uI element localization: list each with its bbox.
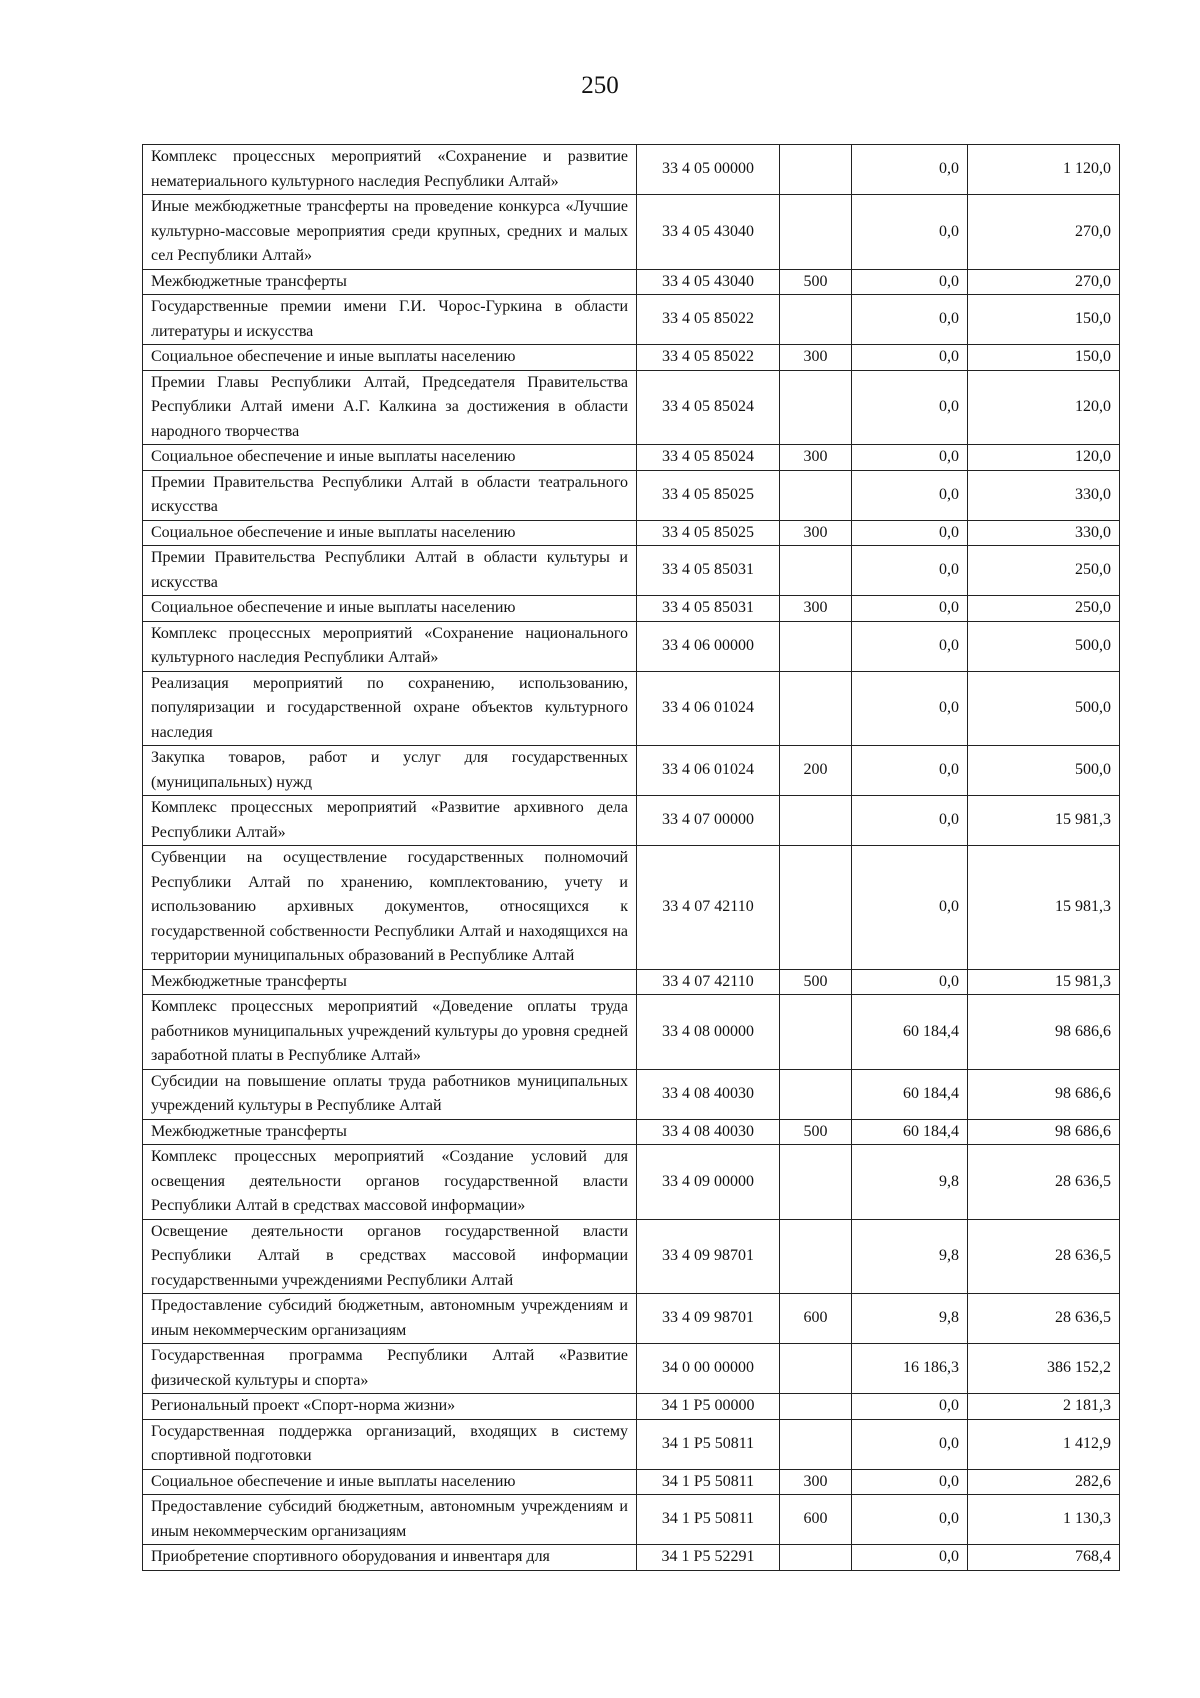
row-value-1-cell: 0,0: [852, 370, 968, 445]
table-row: [143, 796, 1120, 846]
row-expense-type-cell: [780, 1219, 852, 1294]
row-value-2-cell: 282,6: [968, 1469, 1120, 1495]
row-code-cell: 33 4 05 85024: [637, 445, 780, 471]
table-row: [143, 846, 1120, 970]
table-row: [143, 1145, 1120, 1220]
row-name-cell: Комплекс процессных мероприятий «Сохранение национального культурного наследия Республики Алтай»: [143, 621, 637, 671]
table-row: [143, 1419, 1120, 1469]
row-value-1-cell: 16 186,3: [852, 1344, 968, 1394]
table-row: [143, 520, 1120, 546]
row-expense-type-cell: 500: [780, 1119, 852, 1145]
row-name-cell: Реализация мероприятий по сохранению, использованию, популяризации и государственной охране объектов культурного наследия: [143, 671, 637, 746]
row-value-2-cell: 15 981,3: [968, 846, 1120, 970]
row-value-1-cell: 60 184,4: [852, 1119, 968, 1145]
row-name-cell: Освещение деятельности органов государственной власти Республики Алтай в средствах массовой информации государственными учреждениями Республики Алтай: [143, 1219, 637, 1294]
table-row: [143, 470, 1120, 520]
row-name-cell: Предоставление субсидий бюджетным, автономным учреждениям и иным некоммерческим организациям: [143, 1294, 637, 1344]
row-name-cell: Региональный проект «Спорт-норма жизни»: [143, 1394, 637, 1420]
table-row: [143, 546, 1120, 596]
row-value-1-cell: 0,0: [852, 796, 968, 846]
row-name-cell: Премии Главы Республики Алтай, Председателя Правительства Республики Алтай имени А.Г. Калкина за достижения в области народного творчества: [143, 370, 637, 445]
row-value-1-cell: 0,0: [852, 1545, 968, 1571]
table-row: [143, 995, 1120, 1070]
row-value-1-cell: 0,0: [852, 546, 968, 596]
row-code-cell: 33 4 08 40030: [637, 1069, 780, 1119]
row-name-cell: Предоставление субсидий бюджетным, автономным учреждениям и иным некоммерческим организациям: [143, 1495, 637, 1545]
row-name-cell: Социальное обеспечение и иные выплаты населению: [143, 345, 637, 371]
row-value-1-cell: 60 184,4: [852, 995, 968, 1070]
table-row: [143, 1344, 1120, 1394]
row-expense-type-cell: [780, 1545, 852, 1571]
row-name-cell: Социальное обеспечение и иные выплаты населению: [143, 445, 637, 471]
row-code-cell: 33 4 05 85024: [637, 370, 780, 445]
row-code-cell: 34 1 P5 50811: [637, 1419, 780, 1469]
row-expense-type-cell: 500: [780, 269, 852, 295]
row-expense-type-cell: [780, 1419, 852, 1469]
table-row: [143, 1069, 1120, 1119]
row-value-2-cell: 270,0: [968, 269, 1120, 295]
row-value-1-cell: 9,8: [852, 1219, 968, 1294]
row-code-cell: 34 1 P5 00000: [637, 1394, 780, 1420]
row-value-2-cell: 330,0: [968, 470, 1120, 520]
row-name-cell: Субсидии на повышение оплаты труда работников муниципальных учреждений культуры в Республике Алтай: [143, 1069, 637, 1119]
row-code-cell: 34 1 P5 50811: [637, 1495, 780, 1545]
row-expense-type-cell: 300: [780, 1469, 852, 1495]
table-row: [143, 671, 1120, 746]
row-value-2-cell: 330,0: [968, 520, 1120, 546]
row-expense-type-cell: [780, 370, 852, 445]
table-row: [143, 195, 1120, 270]
row-code-cell: 33 4 09 98701: [637, 1294, 780, 1344]
row-value-2-cell: 1 412,9: [968, 1419, 1120, 1469]
row-value-2-cell: 98 686,6: [968, 1069, 1120, 1119]
row-value-1-cell: 0,0: [852, 596, 968, 622]
row-value-1-cell: 0,0: [852, 1394, 968, 1420]
row-name-cell: Межбюджетные трансферты: [143, 269, 637, 295]
row-value-1-cell: 0,0: [852, 969, 968, 995]
row-value-2-cell: 250,0: [968, 596, 1120, 622]
row-value-2-cell: 28 636,5: [968, 1294, 1120, 1344]
table-row: [143, 1469, 1120, 1495]
row-name-cell: Комплекс процессных мероприятий «Сохранение и развитие нематериального культурного наследия Республики Алтай»: [143, 145, 637, 195]
row-name-cell: Приобретение спортивного оборудования и инвентаря для: [143, 1545, 637, 1571]
row-code-cell: 33 4 06 01024: [637, 671, 780, 746]
row-value-2-cell: 98 686,6: [968, 1119, 1120, 1145]
row-expense-type-cell: 300: [780, 445, 852, 471]
table-row: [143, 1545, 1120, 1571]
row-value-1-cell: 0,0: [852, 746, 968, 796]
row-expense-type-cell: [780, 470, 852, 520]
row-value-2-cell: 500,0: [968, 746, 1120, 796]
row-name-cell: Государственная поддержка организаций, входящих в систему спортивной подготовки: [143, 1419, 637, 1469]
table-row: [143, 345, 1120, 371]
row-expense-type-cell: 600: [780, 1495, 852, 1545]
row-value-2-cell: 768,4: [968, 1545, 1120, 1571]
row-code-cell: 33 4 08 40030: [637, 1119, 780, 1145]
row-code-cell: 33 4 07 00000: [637, 796, 780, 846]
row-code-cell: 33 4 05 43040: [637, 195, 780, 270]
row-expense-type-cell: [780, 295, 852, 345]
table-row: [143, 1495, 1120, 1545]
row-code-cell: 33 4 09 98701: [637, 1219, 780, 1294]
row-expense-type-cell: [780, 796, 852, 846]
row-expense-type-cell: [780, 1344, 852, 1394]
row-code-cell: 33 4 05 85031: [637, 596, 780, 622]
row-value-1-cell: 60 184,4: [852, 1069, 968, 1119]
row-value-1-cell: 0,0: [852, 295, 968, 345]
row-expense-type-cell: 500: [780, 969, 852, 995]
row-expense-type-cell: [780, 546, 852, 596]
row-name-cell: Закупка товаров, работ и услуг для государственных (муниципальных) нужд: [143, 746, 637, 796]
row-name-cell: Премии Правительства Республики Алтай в области театрального искусства: [143, 470, 637, 520]
row-expense-type-cell: [780, 995, 852, 1070]
row-code-cell: 33 4 05 85022: [637, 295, 780, 345]
table-row: [143, 145, 1120, 195]
table-row: [143, 1119, 1120, 1145]
table-row: [143, 1394, 1120, 1420]
page-number: 250: [581, 72, 619, 99]
row-code-cell: 33 4 07 42110: [637, 846, 780, 970]
row-value-2-cell: 28 636,5: [968, 1145, 1120, 1220]
row-value-1-cell: 0,0: [852, 445, 968, 471]
row-code-cell: 33 4 05 00000: [637, 145, 780, 195]
row-code-cell: 34 0 00 00000: [637, 1344, 780, 1394]
row-code-cell: 33 4 08 00000: [637, 995, 780, 1070]
row-expense-type-cell: [780, 145, 852, 195]
budget-table-body: [143, 145, 1120, 1571]
row-value-1-cell: 0,0: [852, 269, 968, 295]
row-name-cell: Межбюджетные трансферты: [143, 969, 637, 995]
row-value-1-cell: 0,0: [852, 846, 968, 970]
row-code-cell: 34 1 P5 50811: [637, 1469, 780, 1495]
row-expense-type-cell: 300: [780, 520, 852, 546]
row-value-1-cell: 0,0: [852, 1495, 968, 1545]
row-code-cell: 33 4 06 01024: [637, 746, 780, 796]
row-code-cell: 33 4 05 85025: [637, 470, 780, 520]
row-code-cell: 33 4 09 00000: [637, 1145, 780, 1220]
row-name-cell: Комплекс процессных мероприятий «Создание условий для освещения деятельности органов государственной власти Республики Алтай в средствах массовой информации»: [143, 1145, 637, 1220]
row-value-1-cell: 0,0: [852, 621, 968, 671]
row-value-1-cell: 0,0: [852, 671, 968, 746]
row-code-cell: 33 4 07 42110: [637, 969, 780, 995]
row-value-2-cell: 28 636,5: [968, 1219, 1120, 1294]
row-value-2-cell: 386 152,2: [968, 1344, 1120, 1394]
table-row: [143, 295, 1120, 345]
row-value-2-cell: 500,0: [968, 621, 1120, 671]
row-name-cell: Комплекс процессных мероприятий «Развитие архивного дела Республики Алтай»: [143, 796, 637, 846]
row-value-1-cell: 0,0: [852, 1469, 968, 1495]
row-code-cell: 33 4 06 00000: [637, 621, 780, 671]
table-row: [143, 445, 1120, 471]
row-value-1-cell: 0,0: [852, 1419, 968, 1469]
budget-table: [142, 144, 1120, 1571]
table-row: [143, 269, 1120, 295]
table-row: [143, 596, 1120, 622]
row-value-1-cell: 0,0: [852, 195, 968, 270]
row-name-cell: Социальное обеспечение и иные выплаты населению: [143, 520, 637, 546]
table-row: [143, 1294, 1120, 1344]
row-value-2-cell: 500,0: [968, 671, 1120, 746]
row-value-2-cell: 15 981,3: [968, 969, 1120, 995]
row-name-cell: Комплекс процессных мероприятий «Доведение оплаты труда работников муниципальных учреждений культуры до уровня средней заработной платы в Республике Алтай»: [143, 995, 637, 1070]
row-expense-type-cell: [780, 1145, 852, 1220]
row-value-1-cell: 9,8: [852, 1145, 968, 1220]
row-code-cell: 33 4 05 43040: [637, 269, 780, 295]
row-expense-type-cell: 300: [780, 596, 852, 622]
row-value-2-cell: 15 981,3: [968, 796, 1120, 846]
row-value-2-cell: 250,0: [968, 546, 1120, 596]
row-name-cell: Премии Правительства Республики Алтай в области культуры и искусства: [143, 546, 637, 596]
row-value-2-cell: 120,0: [968, 370, 1120, 445]
row-code-cell: 34 1 P5 52291: [637, 1545, 780, 1571]
row-name-cell: Социальное обеспечение и иные выплаты населению: [143, 1469, 637, 1495]
row-value-1-cell: 9,8: [852, 1294, 968, 1344]
row-value-2-cell: 150,0: [968, 345, 1120, 371]
row-value-2-cell: 270,0: [968, 195, 1120, 270]
row-value-1-cell: 0,0: [852, 470, 968, 520]
table-row: [143, 370, 1120, 445]
row-name-cell: Субвенции на осуществление государственных полномочий Республики Алтай по хранению, комплектованию, учету и использованию архивных документов, относящихся к государственной собственности Республики Алтай и находящихся на территории муниципальных образований в Республике Алтай: [143, 846, 637, 970]
row-name-cell: Иные межбюджетные трансферты на проведение конкурса «Лучшие культурно-массовые мероприятия среди крупных, средних и малых сел Республики Алтай»: [143, 195, 637, 270]
table-row: [143, 969, 1120, 995]
row-value-2-cell: 150,0: [968, 295, 1120, 345]
row-value-2-cell: 120,0: [968, 445, 1120, 471]
row-expense-type-cell: 300: [780, 345, 852, 371]
row-code-cell: 33 4 05 85031: [637, 546, 780, 596]
row-expense-type-cell: [780, 195, 852, 270]
row-value-2-cell: 2 181,3: [968, 1394, 1120, 1420]
row-code-cell: 33 4 05 85025: [637, 520, 780, 546]
row-value-1-cell: 0,0: [852, 145, 968, 195]
row-value-2-cell: 1 120,0: [968, 145, 1120, 195]
row-value-1-cell: 0,0: [852, 345, 968, 371]
row-expense-type-cell: 200: [780, 746, 852, 796]
row-expense-type-cell: 600: [780, 1294, 852, 1344]
row-expense-type-cell: [780, 1394, 852, 1420]
row-expense-type-cell: [780, 621, 852, 671]
row-name-cell: Государственные премии имени Г.И. Чорос-Гуркина в области литературы и искусства: [143, 295, 637, 345]
row-name-cell: Государственная программа Республики Алтай «Развитие физической культуры и спорта»: [143, 1344, 637, 1394]
row-value-1-cell: 0,0: [852, 520, 968, 546]
row-code-cell: 33 4 05 85022: [637, 345, 780, 371]
row-name-cell: Социальное обеспечение и иные выплаты населению: [143, 596, 637, 622]
row-expense-type-cell: [780, 846, 852, 970]
row-expense-type-cell: [780, 1069, 852, 1119]
table-row: [143, 1219, 1120, 1294]
table-row: [143, 746, 1120, 796]
row-value-2-cell: 1 130,3: [968, 1495, 1120, 1545]
table-row: [143, 621, 1120, 671]
row-expense-type-cell: [780, 671, 852, 746]
row-value-2-cell: 98 686,6: [968, 995, 1120, 1070]
row-name-cell: Межбюджетные трансферты: [143, 1119, 637, 1145]
